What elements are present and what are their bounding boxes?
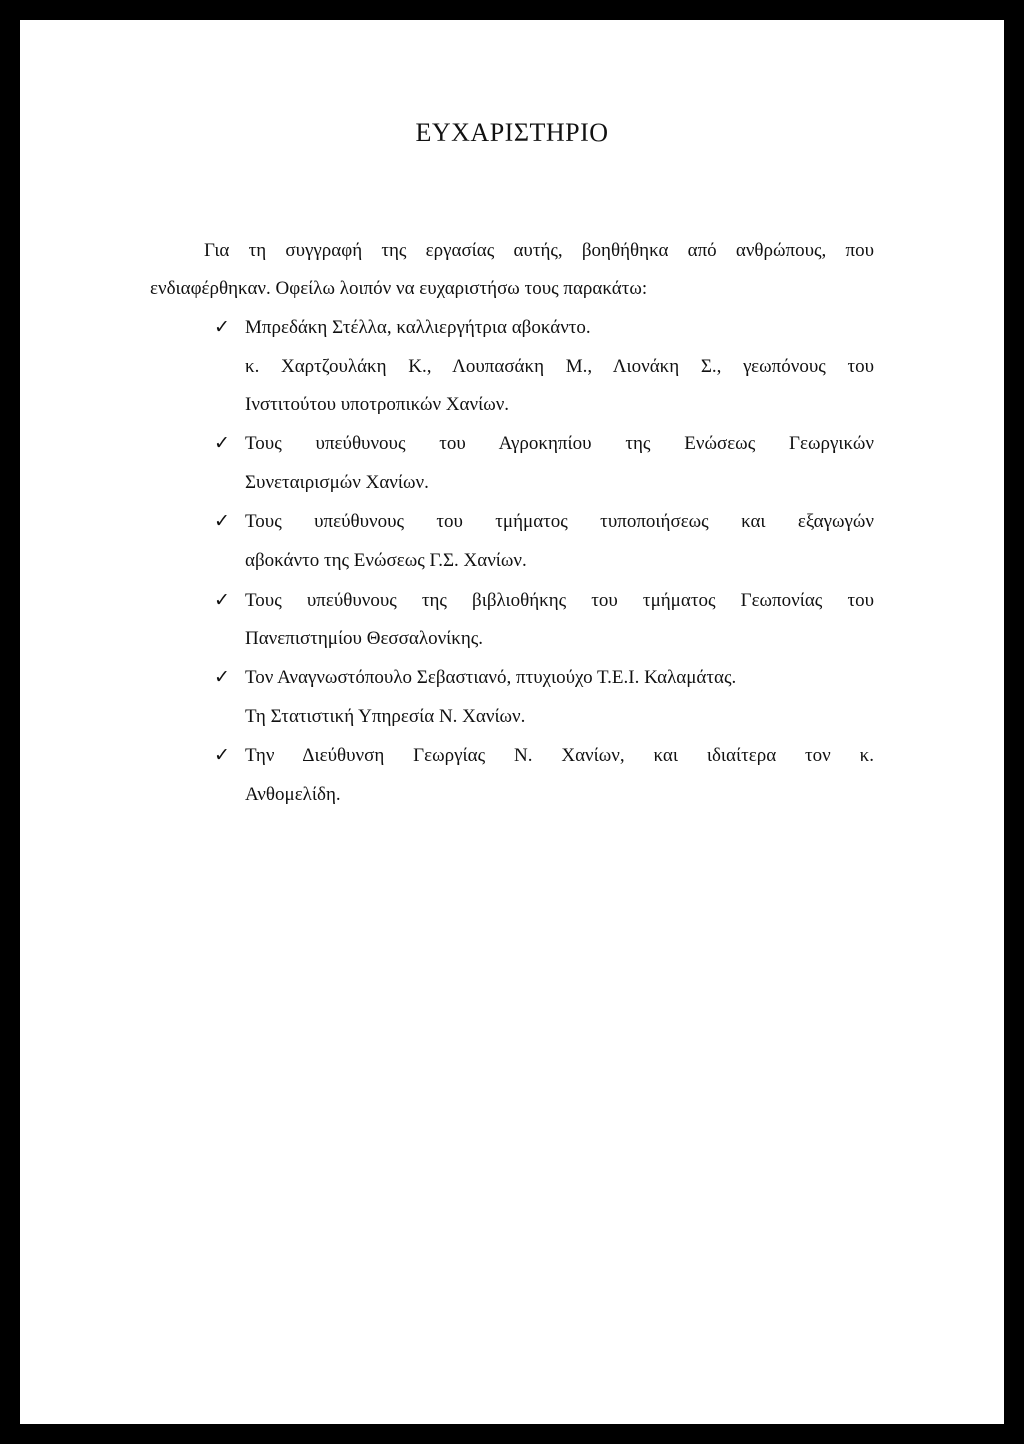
list-item-line: κ. Χαρτζουλάκη Κ., Λουπασάκη Μ., Λιονάκη Σ., γεωπόνους του xyxy=(245,356,874,377)
page-title: ΕΥΧΑΡΙΣΤΗΡΙΟ xyxy=(415,118,609,147)
list-item-line: Τους υπεύθυνους του Αγροκηπίου της Ενώσεως Γεωργικών xyxy=(245,433,874,454)
list-item-line: Τους υπεύθυνους του τμήματος τυποποιήσεως και εξαγωγών xyxy=(245,511,874,532)
intro-line-2: ενδιαφέρθηκαν. Οφείλω λοιπόν να ευχαριστήσω τους παρακάτω: xyxy=(150,278,648,299)
list-item-line: Τους υπεύθυνους της βιβλιοθήκης του τμήματος Γεωπονίας του xyxy=(245,590,874,611)
list-item-line: αβοκάντο της Ενώσεως Γ.Σ. Χανίων. xyxy=(245,550,527,571)
checkmark-icon: ✓ xyxy=(214,433,230,454)
list-item-line: Συνεταιρισμών Χανίων. xyxy=(245,472,429,493)
list-item-line: Την Διεύθυνση Γεωργίας Ν. Χανίων, και ιδιαίτερα τον κ. xyxy=(245,745,874,766)
list-item-line: Τον Αναγνωστόπουλο Σεβαστιανό, πτυχιούχο Τ.Ε.Ι. Καλαμάτας. xyxy=(245,667,737,688)
checkmark-icon: ✓ xyxy=(214,590,230,611)
checkmark-icon: ✓ xyxy=(214,745,230,766)
list-item-line: Τη Στατιστική Υπηρεσία Ν. Χανίων. xyxy=(245,706,526,727)
list-item-line: Μπρεδάκη Στέλλα, καλλιεργήτρια αβοκάντο. xyxy=(245,317,591,338)
intro-line-1: Για τη συγγραφή της εργασίας αυτής, βοηθήθηκα από ανθρώπους, που xyxy=(204,240,874,261)
checkmark-icon: ✓ xyxy=(214,511,230,532)
checkmark-icon: ✓ xyxy=(214,667,230,688)
list-item-line: Ινστιτούτου υποτροπικών Χανίων. xyxy=(245,394,510,415)
list-item-line: Ανθομελίδη. xyxy=(245,784,341,805)
document-page xyxy=(20,20,1004,1424)
list-item-line: Πανεπιστημίου Θεσσαλονίκης. xyxy=(245,628,484,649)
checkmark-icon: ✓ xyxy=(214,317,230,338)
